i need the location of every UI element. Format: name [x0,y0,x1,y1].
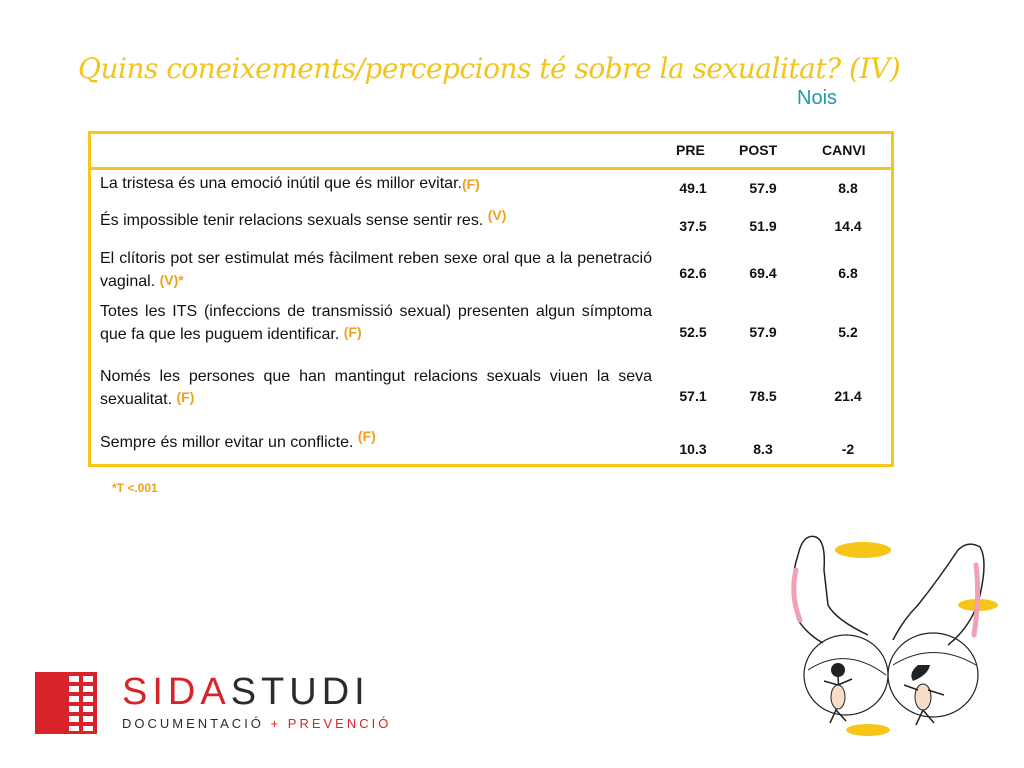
canvi-value: -2 [841,441,855,457]
answer-mark: (V)* [159,272,184,288]
logo-wordmark [122,672,370,712]
statement-cell [100,301,652,346]
statement-cell [100,428,652,454]
pre-value: 57.1 [679,388,707,404]
survey-table [88,131,894,467]
answer-mark: (F) [461,176,480,192]
statement-cell [100,366,652,411]
logo-wordmark-studi: STUDI [230,671,370,713]
canvi-value: 6.8 [838,265,858,281]
statement-cell [100,172,652,195]
slide-subtitle: Nois [797,87,838,109]
post-value: 57.9 [749,180,777,196]
post-value: 8.3 [753,441,773,457]
logo-wordmark-sida: SIDA [122,671,231,713]
statement-text: Només les persones que han mantingut relacions sexuals viuen la seva sexualitat. [100,368,652,408]
pre-value: 37.5 [679,218,707,234]
statement-text: La tristesa és una emoció inútil que és millor evitar. [100,175,462,192]
statement-text: És impossible tenir relacions sexuals sense sentir res. [100,212,484,229]
post-value: 69.4 [749,265,777,281]
pre-value: 10.3 [679,441,707,457]
post-value: 51.9 [749,218,777,234]
pre-value: 52.5 [679,324,707,340]
logo-tagline [122,716,391,731]
column-header-pre: PRE [676,142,705,158]
statement-text: Totes les ITS (infeccions de transmissió sexual) presenten algun símptoma que fa que les puguem identificar. [100,303,652,343]
slide-title: Quins coneixements/percepcions té sobre la sexualitat? (IV) [78,52,901,85]
column-header-post: POST [739,142,778,158]
statement-text: El clítoris pot ser estimulat més fàcilment reben sexe oral que a la penetració vaginal. [100,250,652,290]
post-value: 57.9 [749,324,777,340]
canvi-value: 14.4 [834,218,862,234]
pre-value: 49.1 [679,180,707,196]
sidastudi-logo-icon [35,672,97,734]
statement-text: Sempre és millor evitar un conflicte. [100,434,354,451]
pre-value: 62.6 [679,265,707,281]
post-value: 78.5 [749,388,777,404]
canvi-value: 8.8 [838,180,858,196]
answer-mark: (F) [176,389,195,405]
statement-cell [100,209,652,232]
canvi-value: 5.2 [838,324,858,340]
condom-illustration-icon [768,525,1008,745]
statement-cell [100,248,652,293]
answer-mark: (F) [357,428,376,444]
logo-tagline-prevencio: PREVENCIÓ [287,716,392,731]
answer-mark: (F) [343,324,362,340]
significance-footnote: *T <.001 [112,481,158,495]
logo-tagline-plus: + [270,716,282,731]
table-header-divider [91,167,891,170]
logo-tagline-documentacio: DOCUMENTACIÓ [122,716,264,731]
column-header-canvi: CANVI [822,142,866,158]
answer-mark: (V) [487,207,507,223]
canvi-value: 21.4 [834,388,862,404]
